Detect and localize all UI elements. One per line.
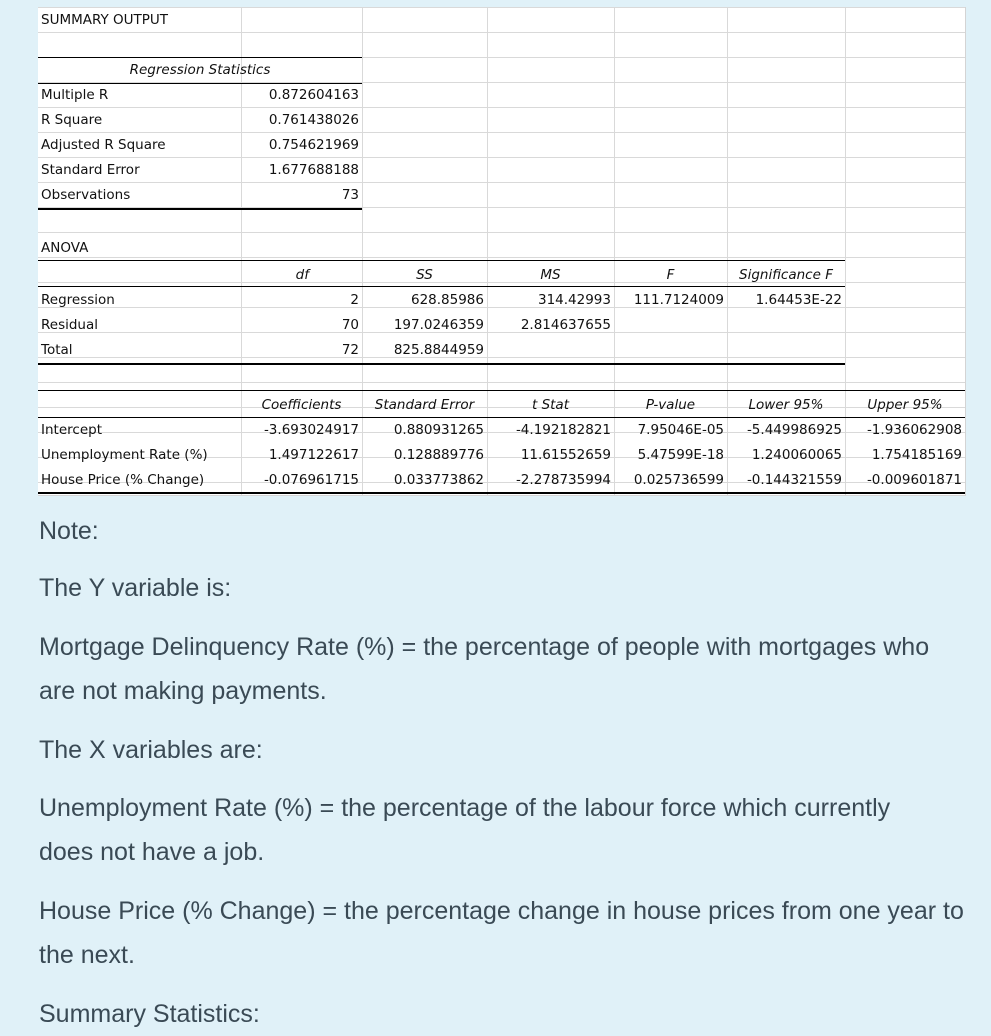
x-variables-heading: The X variables are: [39,736,263,764]
coef-standard-error: 0.033773862 [393,472,484,488]
anova-significance-f: 1.64453E-22 [755,292,842,308]
coef-header-p-value: P-value [645,397,696,413]
anova-header-ss: SS [416,267,433,283]
anova-row-label: Regression [41,292,115,308]
coef-header-coefficients: Coefficients [261,397,342,413]
stat-label: Multiple R [41,87,109,103]
coef-t-stat: -4.192182821 [515,422,611,438]
summary-output-title: SUMMARY OUTPUT [41,12,169,28]
coef-header-standard-error: Standard Error [374,397,475,413]
coef-t-stat: 11.61552659 [520,447,611,463]
stat-label: Adjusted R Square [41,137,166,153]
regression-output-sheet [38,7,966,496]
coef-upper-95: -1.936062908 [866,422,962,438]
anova-ms: 2.814637655 [520,317,611,333]
anova-f: 111.7124009 [633,292,724,308]
coef-lower-95: -5.449986925 [746,422,842,438]
stat-label: R Square [41,112,103,128]
anova-header-ms: MS [540,267,561,283]
note-label: Note: [39,517,99,545]
anova-ss: 628.85986 [410,292,484,308]
coef-p-value: 7.95046E-05 [637,422,724,438]
anova-ms: 314.42993 [537,292,611,308]
coef-row-label: Unemployment Rate (%) [41,447,208,463]
y-variable-definition: Mortgage Delinquency Rate (%) = the percentage of people with mortgages who are not making payments. [39,633,930,705]
x1-variable-definition: Unemployment Rate (%) = the percentage of the labour force which currently does not have a job. [39,794,891,866]
anova-ss: 197.0246359 [393,317,484,333]
coef-lower-95: 1.240060065 [751,447,842,463]
coef-upper-95: 1.754185169 [871,447,962,463]
summary-statistics-heading: Summary Statistics: [39,1000,260,1028]
coef-p-value: 5.47599E-18 [637,447,724,463]
coef-p-value: 0.025736599 [633,472,724,488]
anova-df: 70 [341,317,359,333]
stat-value: 0.872604163 [268,87,359,103]
anova-row-label: Residual [41,317,99,333]
stat-label: Observations [41,187,131,203]
stat-value: 0.754621969 [268,137,359,153]
coef-value: -0.076961715 [263,472,359,488]
coef-t-stat: -2.278735994 [515,472,611,488]
anova-header-significance-f: Significance F [739,267,833,283]
regression-statistics-header: Regression Statistics [129,62,271,78]
coef-lower-95: -0.144321559 [746,472,842,488]
coef-header-upper-95: Upper 95% [867,397,943,413]
anova-header-df: df [295,267,309,283]
x2-variable-definition: House Price (% Change) = the percentage change in house prices from one year to the next. [39,897,964,969]
anova-header-f: F [666,267,675,283]
anova-df: 2 [350,292,359,308]
coef-header-t-stat: t Stat [531,397,569,413]
anova-row-label: Total [41,342,73,358]
anova-title: ANOVA [41,240,89,256]
coef-standard-error: 0.880931265 [393,422,484,438]
coef-value: 1.497122617 [268,447,359,463]
coef-row-label: Intercept [41,422,102,438]
stat-value: 73 [341,187,359,203]
anova-ss: 825.8844959 [393,342,484,358]
anova-df: 72 [341,342,359,358]
y-variable-heading: The Y variable is: [39,574,232,602]
coef-header-lower-95: Lower 95% [748,397,824,413]
stat-label: Standard Error [41,162,140,178]
coef-upper-95: -0.009601871 [866,472,962,488]
stat-value: 1.677688188 [268,162,359,178]
coef-standard-error: 0.128889776 [393,447,484,463]
stat-value: 0.761438026 [268,112,359,128]
coef-value: -3.693024917 [263,422,359,438]
coef-row-label: House Price (% Change) [41,472,205,488]
